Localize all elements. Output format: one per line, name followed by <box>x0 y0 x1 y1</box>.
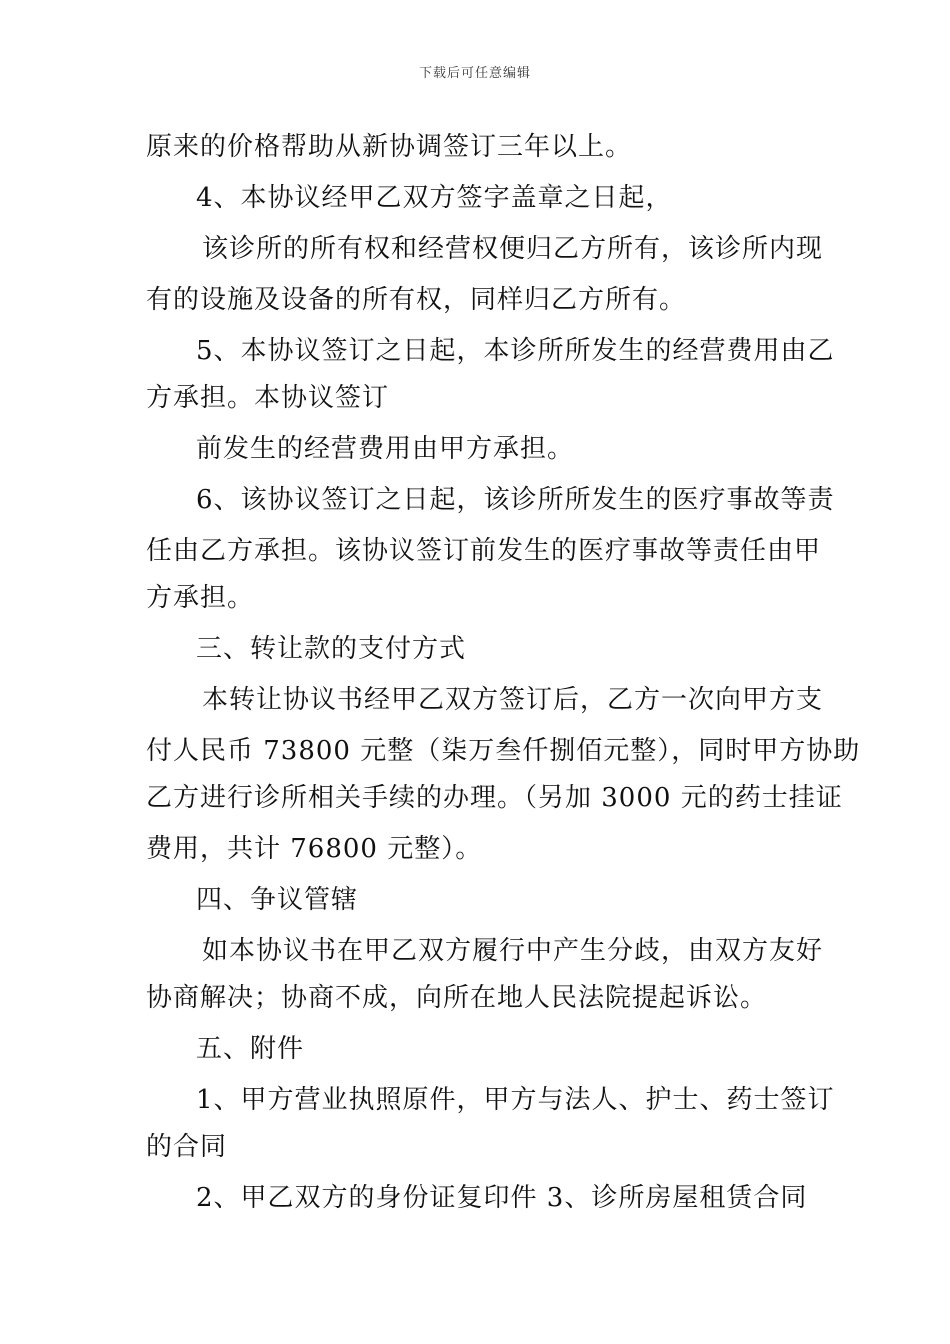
paragraph-line: 费用，共计 76800 元整）。 <box>146 834 483 864</box>
section-heading: 四、争议管辖 <box>196 885 359 915</box>
paragraph-line: 任由乙方承担。该协议签订前发生的医疗事故等责任由甲 <box>146 536 822 566</box>
paragraph-line: 有的设施及设备的所有权，同样归乙方所有。 <box>146 285 687 315</box>
paragraph-line: 方承担。本协议签订 <box>146 383 390 413</box>
paragraph-line: 6、该协议签订之日起，该诊所所发生的医疗事故等责 <box>196 485 835 515</box>
paragraph-line: 1、甲方营业执照原件，甲方与法人、护士、药士签订 <box>196 1085 835 1115</box>
paragraph-line: 方承担。 <box>146 583 255 613</box>
paragraph-line: 如本协议书在甲乙双方履行中产生分歧，由双方友好 <box>202 936 824 966</box>
paragraph-line: 乙方进行诊所相关手续的办理。（另加 3000 元的药士挂证 <box>146 783 843 813</box>
paragraph-line: 前发生的经营费用由甲方承担。 <box>196 434 575 464</box>
paragraph-line: 的合同 <box>146 1132 228 1162</box>
paragraph-line: 原来的价格帮助从新协调签订三年以上。 <box>146 132 633 162</box>
page-header: 下载后可任意编辑 <box>418 66 531 81</box>
paragraph-line: 5、本协议签订之日起，本诊所所发生的经营费用由乙 <box>196 336 835 366</box>
paragraph-line: 4、本协议经甲乙双方签字盖章之日起， <box>196 183 673 213</box>
paragraph-line: 该诊所的所有权和经营权便归乙方所有，该诊所内现 <box>202 234 824 264</box>
paragraph-line: 协商解决；协商不成，向所在地人民法院提起诉讼。 <box>146 983 768 1013</box>
section-heading: 五、附件 <box>196 1034 305 1064</box>
paragraph-line: 2、甲乙双方的身份证复印件 3、诊所房屋租赁合同 <box>196 1183 808 1213</box>
paragraph-line: 付人民币 73800 元整（柒万叁仟捌佰元整），同时甲方协助 <box>146 736 861 766</box>
paragraph-line: 本转让协议书经甲乙双方签订后，乙方一次向甲方支 <box>202 685 824 715</box>
section-heading: 三、转让款的支付方式 <box>196 634 467 664</box>
